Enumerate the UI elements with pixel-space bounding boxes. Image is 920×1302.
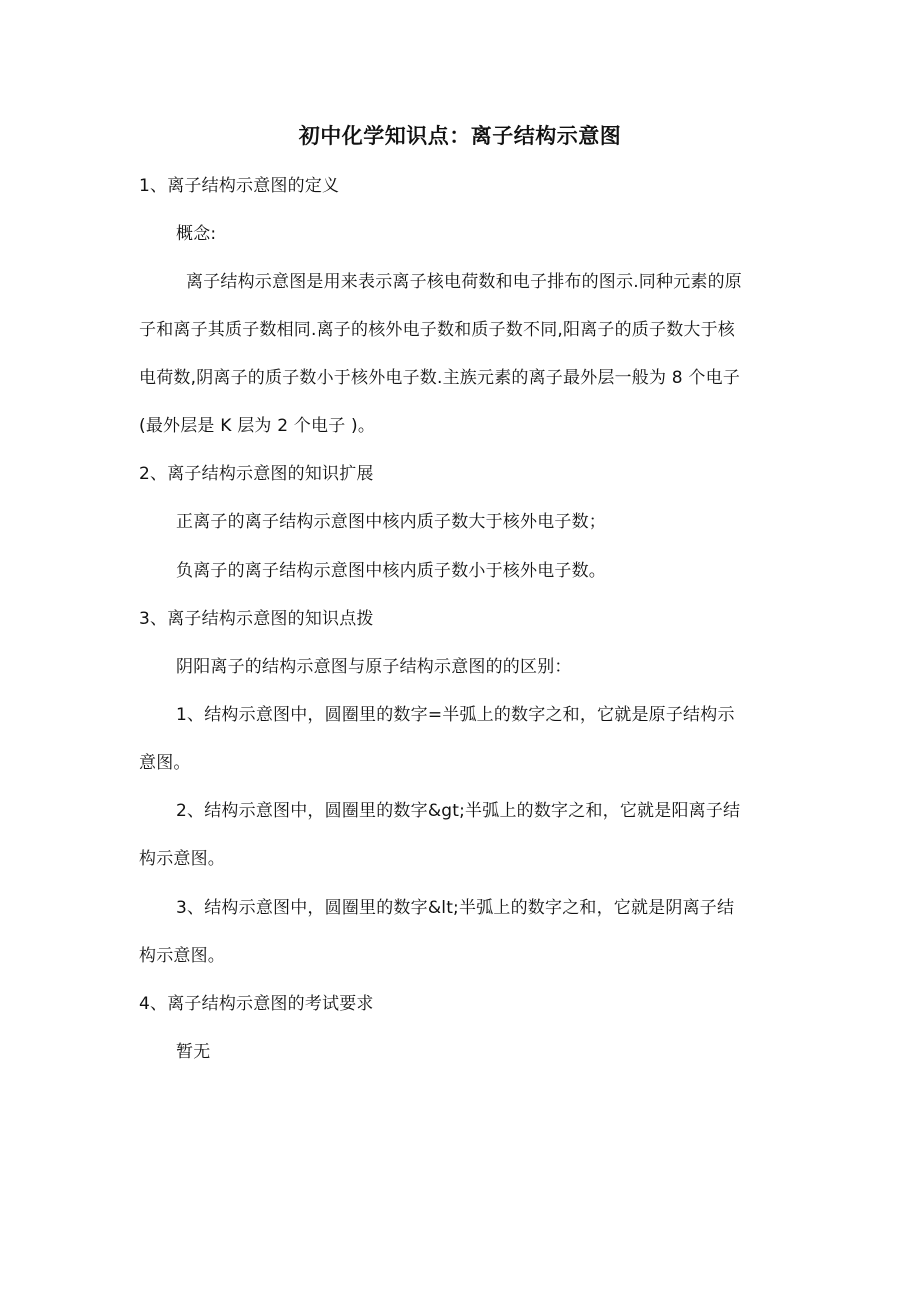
concept-label: 概念: <box>176 224 217 244</box>
list-item-line: 1、结构示意图中，圆圈里的数字=半弧上的数字之和，它就是原子结构示 <box>176 705 735 725</box>
paragraph-line: 子和离子其质子数相同.离子的核外电子数和质子数不同,阳离子的质子数大于核 <box>139 320 736 340</box>
document-title: 初中化学知识点：离子结构示意图 <box>298 124 622 148</box>
list-item-line: 构示意图。 <box>139 849 225 869</box>
list-item-line: 2、结构示意图中，圆圈里的数字&gt;半弧上的数字之和，它就是阳离子结 <box>176 801 741 821</box>
paragraph-line: 正离子的离子结构示意图中核内质子数大于核外电子数； <box>176 512 606 532</box>
paragraph-line: 阴阳离子的结构示意图与原子结构示意图的的区别： <box>176 657 572 677</box>
paragraph-line: 电荷数,阴离子的质子数小于核外电子数.主族元素的离子最外层一般为 8 个电子 <box>139 368 741 388</box>
section-heading: 2、离子结构示意图的知识扩展 <box>139 464 374 484</box>
list-item-line: 意图。 <box>139 753 191 773</box>
paragraph-line: 暂无 <box>176 1042 211 1062</box>
list-item-line: 构示意图。 <box>139 946 225 966</box>
section-heading: 1、离子结构示意图的定义 <box>139 176 340 196</box>
paragraph-line: 离子结构示意图是用来表示离子核电荷数和电子排布的图示.同种元素的原 <box>186 272 743 292</box>
paragraph-line: (最外层是 K 层为 2 个电子 )。 <box>139 416 376 436</box>
list-item-line: 3、结构示意图中，圆圈里的数字&lt;半弧上的数字之和，它就是阴离子结 <box>176 898 735 918</box>
paragraph-line: 负离子的离子结构示意图中核内质子数小于核外电子数。 <box>176 561 606 581</box>
section-heading: 4、离子结构示意图的考试要求 <box>139 994 374 1014</box>
section-heading: 3、离子结构示意图的知识点拨 <box>139 609 374 629</box>
